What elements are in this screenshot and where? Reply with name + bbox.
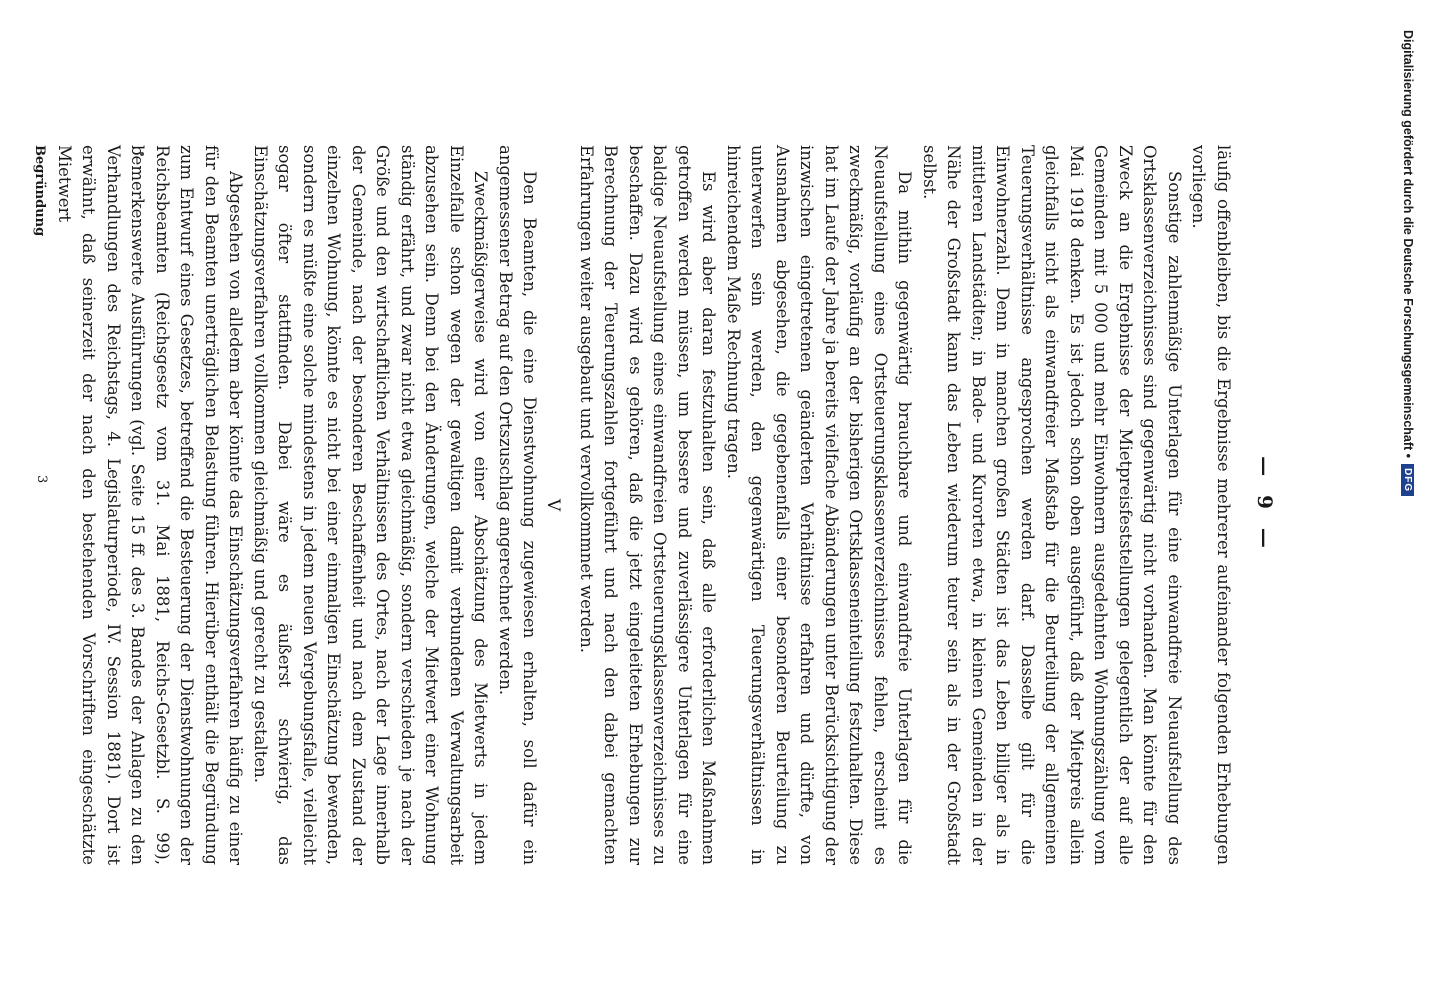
paragraph: Da mithin gegenwärtig brauchbare und einwandfreie Unterlagen für die Neuaufstellung eines Ortsteuerungsklassenverzeichnisses fehlen, erscheint es zweckmäßig, vorläufig an der bisherigen Ortsklasseneinteilung festzuhalten. Diese hat im Laufe der Jahre ja bereits vielfache Abänderungen unter Berücksichtigung der inzwischen eingetretenen geänderten Verhältnisse erfahren und dürfte, von Ausnahmen abgesehen, die gegebenenfalls einer besonderen Beurteilung zu unterwerfen sein werden, den gegenwärtigen Teuerungsverhältnissen in hinreichendem Maße Rechnung tragen. [724, 145, 915, 865]
page-number: — 9 — [1253, 456, 1277, 554]
page-footer [24, 145, 50, 865]
paragraph: Sonstige zahlenmäßige Unterlagen für eine einwandfreie Neuaufstellung des Ortsklassenverzeichnisses sind gegenwärtig nicht vorhanden. Man könnte für den Zweck an die Ergebnisse der Mietpreisfeststellungen gelegentlich der auf alle Gemeinden mit 5 000 und mehr Einwohnern ausgedehnten Wohnungszählung vom Mai 1918 denken. Es ist jedoch schon oben ausgeführt, daß der Mietpreis allein gleichfalls nicht als einwandfreier Maßstab für die Beurteilung der allgemeinen Teuerungsverhältnisse angesprochen werden darf. Dasselbe gilt für die Einwohnerzahl. Denn in manchen großen Städten ist das Leben billiger als in mittleren Landstädten; in Bade- und Kurorten etwa, in kleinen Gemeinden in der Nähe der Großstadt kann das Leben wiederum teurer sein als in der Großstadt selbst. [920, 145, 1184, 865]
credit-text: Digitalisierung gefördert durch die Deutsche Forschungsgemeinschaft • [1401, 30, 1415, 459]
paragraph: Den Beamten, die eine Dienstwohnung zugewiesen erhalten, soll dafür ein angemessener Betrag auf den Ortszuschlag angerechnet werden. [496, 145, 540, 865]
paragraph: Abgesehen von alledem aber könnte das Einschätzungsverfahren häufig zu einer für den Beamten unerträglichen Belastung führen. Hierüber enthält die Begründung zum Entwurf eines Gesetzes, betreffend die Besteuerung der Dienstwohnungen der Reichsbeamten (Reichsgesetz vom 31. Mai 1881, Reichs-Gesetzbl. S. 99), bemerkenswerte Ausführungen (vgl. Seite 15 ff. des 3. Bandes der Anlagen zu den Verhandlungen des Reichstags, 4. Legislaturperiode, IV. Session 1881). Dort ist erwähnt, daß seinerzeit der nach den bestehenden Vorschriften eingeschätzte Mietwert [55, 145, 246, 865]
dfg-logo: DFG [1402, 464, 1415, 496]
footer-label: Begründung [32, 145, 48, 237]
paragraph: Zweckmäßigerweise wird von einer Abschätzung des Mietwerts in jedem Einzelfalle schon wegen der gewaltigen damit verbundenen Verwaltungsarbeit abzusehen sein. Denn bei den Änderungen, welche der Mietwert einer Wohnung ständig erfährt, und zwar nicht etwa gleichmäßig, sondern verschieden je nach der Größe und den wirtschaftlichen Verhältnissen des Ortes, nach der Lage innerhalb der Gemeinde, nach der besonderen Beschaffenheit und nach dem Zustand der einzelnen Wohnung, könnte es nicht bei einer einmaligen Einschätzung bewenden, sondern es müßte eine solche mindestens in jedem neuen Vergebungsfalle, vielleicht sogar öfter stattfinden. Dabei wäre es äußerst schwierig, das Einschätzungsverfahren vollkommen gleichmäßig und gerecht zu gestalten. [251, 145, 491, 865]
rotated-book-page [32, 145, 1277, 865]
main-text-block [574, 145, 1236, 865]
section-heading: V [543, 498, 564, 512]
digitization-credit [1398, 30, 1418, 590]
paragraph: Es wird aber daran festzuhalten sein, daß alle erforderlichen Maßnahmen getroffen werden müssen, um bessere und zuverlässigere Unterlagen für eine baldige Neuaufstellung eines einwandfreien Ortsteuerungsklassenverzeichnisses zu beschaffen. Dazu wird es gehören, daß die jetzt eingeleiteten Erhebungen zur Berechnung der Teuerungszahlen fortgeführt und nach den dabei gemachten Erfahrungen weiter ausgebaut und vervollkommnet werden. [577, 145, 719, 865]
signature-mark: 3 [34, 475, 50, 484]
section-text-block [52, 145, 542, 865]
paragraph: läufig offenbleiben, bis die Ergebnisse mehrerer aufeinander folgenden Erhebungen vorliegen. [1189, 145, 1233, 865]
